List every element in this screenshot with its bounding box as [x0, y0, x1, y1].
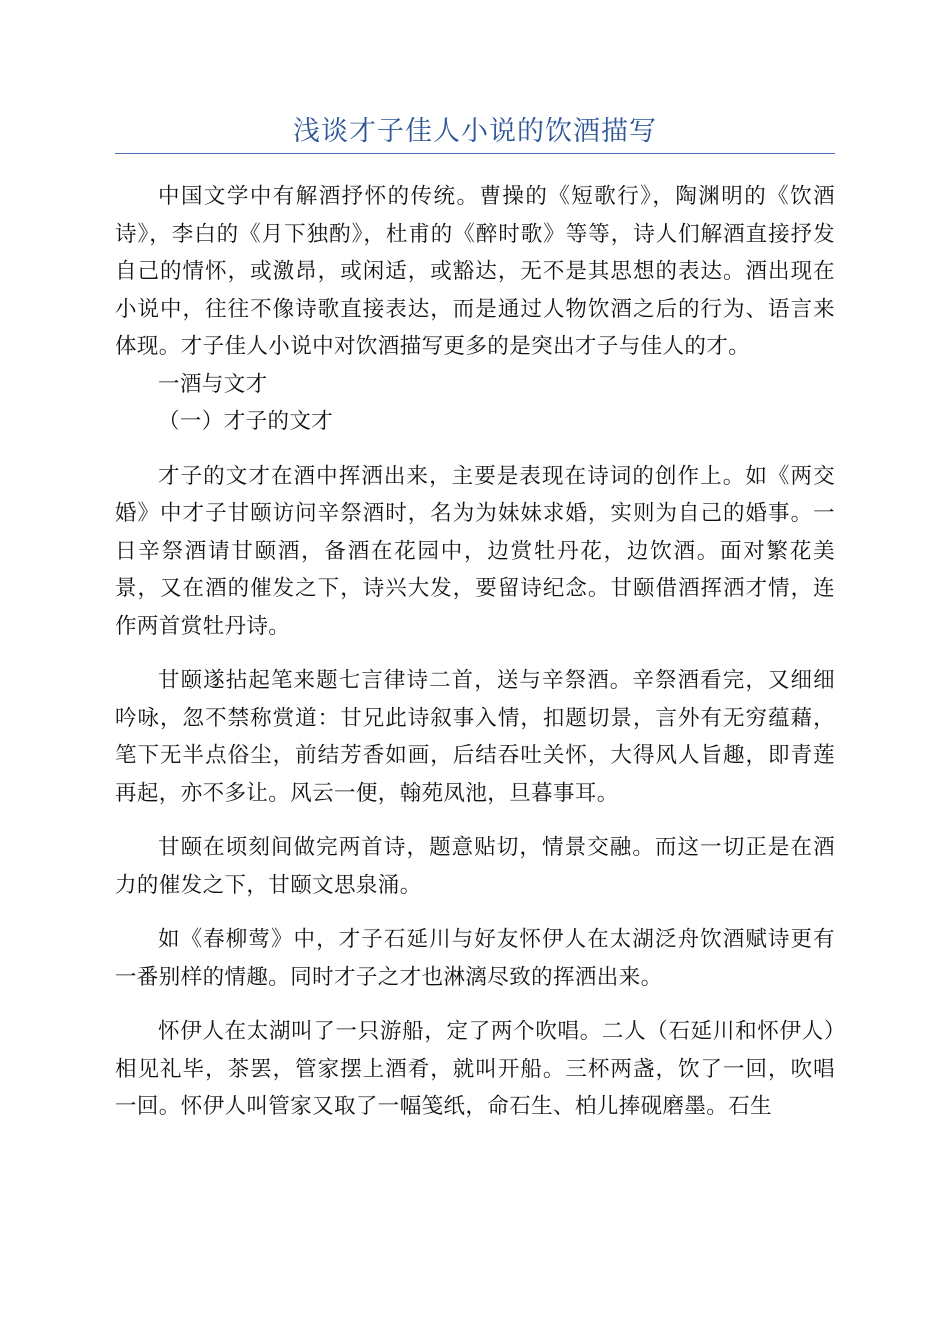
document-body [115, 178, 835, 1126]
body-paragraph: 中国文学中有解酒抒怀的传统。曹操的《短歌行》，陶渊明的《饮酒诗》，李白的《月下独酌》，杜甫的《醉时歌》等等，诗人们解酒直接抒发自己的情怀，或激昂，或闲适，或豁达，无不是其思想的表达。酒出现在小说中，往往不像诗歌直接表达，而是通过人物饮酒之后的行为、语言来体现。才子佳人小说中对饮酒描写更多的是突出才子与佳人的才。 [115, 184, 835, 359]
body-paragraph: 甘颐在顷刻间做完两首诗，题意贴切，情景交融。而这一切正是在酒力的催发之下，甘颐文思泉涌。 [115, 835, 835, 898]
body-paragraph: 怀伊人在太湖叫了一只游船，定了两个吹唱。二人（石延川和怀伊人）相见礼毕，茶罢，管家摆上酒肴，就叫开船。三杯两盏，饮了一回，吹唱一回。怀伊人叫管家又取了一幅笺纸，命石生、柏儿捧砚磨墨。石生 [115, 1019, 835, 1119]
body-paragraph: 才子的文才在酒中挥洒出来，主要是表现在诗词的创作上。如《两交婚》中才子甘颐访问辛祭酒时，名为为妹妹求婚，实则为自己的婚事。一日辛祭酒请甘颐酒，备酒在花园中，边赏牡丹花，边饮酒。面对繁花美景，又在酒的催发之下，诗兴大发，要留诗纪念。甘颐借酒挥洒才情，连作两首赏牡丹诗。 [115, 463, 835, 639]
subsection-heading: （一）才子的文才 [158, 409, 334, 434]
title-underline [115, 153, 835, 154]
body-paragraph: 甘颐遂拈起笔来题七言律诗二首，送与辛祭酒。辛祭酒看完，又细细吟咏，忽不禁称赏道：甘兄此诗叙事入情，扣题切景，言外有无穷蕴藉，笔下无半点俗尘，前结芳香如画，后结吞吐关怀，大得风人旨趣，即青莲再起，亦不多让。风云一便，翰苑凤池，旦暮事耳。 [115, 668, 835, 806]
document-page [115, 0, 835, 1126]
section-heading: 一酒与文才 [158, 371, 268, 397]
document-title: 浅谈才子佳人小说的饮酒描写 [293, 116, 657, 147]
body-paragraph: 如《春柳莺》中，才子石延川与好友怀伊人在太湖泛舟饮酒赋诗更有一番别样的情趣。同时才子之才也淋漓尽致的挥洒出来。 [115, 927, 835, 990]
